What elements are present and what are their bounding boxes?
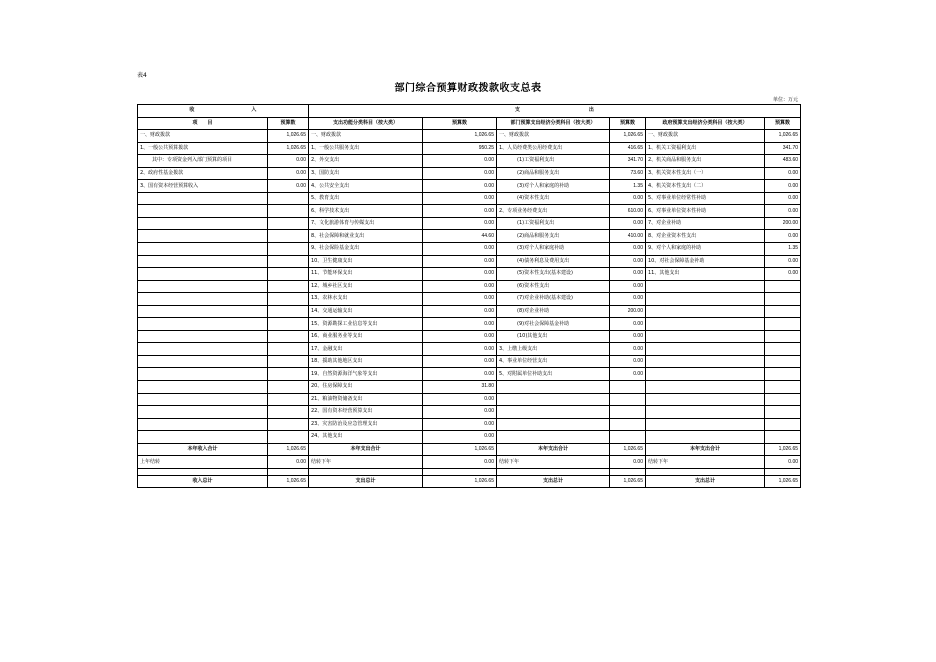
func-item-cell: 13、农林水支出 <box>309 293 423 306</box>
income-item-cell: 1、一般公共预算拨款 <box>138 142 268 155</box>
income-item-cell: 一、财政拨款 <box>138 130 268 143</box>
func-item-cell: 21、粮油物资储备支出 <box>309 393 423 406</box>
income-total-value: 1,026.65 <box>268 475 309 488</box>
dept-item-cell: (5)资本性支出(基本建设) <box>497 268 610 281</box>
table-row <box>138 268 801 281</box>
income-value-cell <box>268 431 309 444</box>
col-budget-1: 预算数 <box>268 117 309 130</box>
func-item-cell: 12、城乡社区支出 <box>309 280 423 293</box>
spacer-cell <box>610 468 646 475</box>
income-item-cell: 2、政府性基金拨款 <box>138 167 268 180</box>
func-item-cell: 1、一般公共服务支出 <box>309 142 423 155</box>
income-item-cell <box>138 305 268 318</box>
income-group-header <box>138 105 309 118</box>
dept-value-cell: 1,026.65 <box>610 130 646 143</box>
gov-item-cell: 3、机关资本性支出（一） <box>646 167 765 180</box>
income-value-cell <box>268 255 309 268</box>
dept-item-cell: (2)商品和服务支出 <box>497 167 610 180</box>
dept-value-cell: 0.00 <box>610 255 646 268</box>
income-item-cell <box>138 192 268 205</box>
table-body <box>138 130 801 444</box>
table-row <box>138 142 801 155</box>
gov-value-cell: 0.00 <box>765 180 801 193</box>
exp-total-label-1: 支出总计 <box>309 475 423 488</box>
gov-item-cell <box>646 318 765 331</box>
page-title: 部门综合预算财政拨款收支总表 <box>394 83 542 94</box>
dept-item-cell: (1)工资福利支出 <box>497 155 610 168</box>
gov-item-cell <box>646 355 765 368</box>
expense-group-a: 支 <box>514 107 521 114</box>
carry-out-label-1: 结转下年 <box>309 456 423 469</box>
table-row <box>138 155 801 168</box>
dept-value-cell: 0.00 <box>610 192 646 205</box>
func-item-cell: 10、卫生健康支出 <box>309 255 423 268</box>
spacer-cell <box>646 468 765 475</box>
expense-group-b: 出 <box>588 107 595 114</box>
table-row <box>138 318 801 331</box>
dept-value-cell: 0.00 <box>610 343 646 356</box>
exp-total-label-2: 支出总计 <box>497 475 610 488</box>
income-item-cell <box>138 293 268 306</box>
gov-value-cell: 1.35 <box>765 243 801 256</box>
carry-in-value: 0.00 <box>268 456 309 469</box>
income-item-cell <box>138 431 268 444</box>
func-value-cell: 0.00 <box>423 355 497 368</box>
year-exp-value-2: 1,026.65 <box>610 443 646 456</box>
year-exp-label-3: 本年支出合计 <box>646 443 765 456</box>
grand-total-row <box>138 475 801 488</box>
dept-value-cell: 0.00 <box>610 243 646 256</box>
table-row <box>138 381 801 394</box>
exp-total-value-2: 1,026.65 <box>610 475 646 488</box>
income-value-cell <box>268 280 309 293</box>
dept-item-cell <box>497 431 610 444</box>
gov-item-cell: 5、对事业单位经常性补助 <box>646 192 765 205</box>
func-value-cell: 0.00 <box>423 330 497 343</box>
table-row <box>138 243 801 256</box>
income-item-cell <box>138 406 268 419</box>
table-row <box>138 180 801 193</box>
table-footer <box>138 443 801 488</box>
income-value-cell: 0.00 <box>268 155 309 168</box>
income-value-cell <box>268 343 309 356</box>
dept-item-cell: (3)对个人和家庭补助 <box>497 243 610 256</box>
carry-row <box>138 456 801 469</box>
income-item-cell <box>138 368 268 381</box>
func-item-cell: 15、资源勘探工业信息等支出 <box>309 318 423 331</box>
income-value-cell <box>268 205 309 218</box>
dept-item-cell: (6)资本性支出 <box>497 280 610 293</box>
gov-value-cell <box>765 318 801 331</box>
gov-item-cell: 2、机关商品和服务支出 <box>646 155 765 168</box>
dept-item-cell: (4)债务利息及费用支出 <box>497 255 610 268</box>
income-value-cell <box>268 393 309 406</box>
gov-value-cell: 0.00 <box>765 230 801 243</box>
func-value-cell: 0.00 <box>423 180 497 193</box>
col-budget-2: 预算数 <box>423 117 497 130</box>
income-value-cell <box>268 305 309 318</box>
gov-item-cell: 11、其他支出 <box>646 268 765 281</box>
spacer-row <box>138 468 801 475</box>
gov-value-cell: 0.00 <box>765 192 801 205</box>
func-item-cell: 4、公共安全支出 <box>309 180 423 193</box>
gov-item-cell <box>646 368 765 381</box>
column-header-row <box>138 117 801 130</box>
table-row <box>138 217 801 230</box>
year-income-value: 1,026.65 <box>268 443 309 456</box>
func-item-cell: 14、交通运输支出 <box>309 305 423 318</box>
gov-value-cell: 1,026.65 <box>765 130 801 143</box>
func-item-cell: 18、援助其他地区支出 <box>309 355 423 368</box>
gov-value-cell <box>765 393 801 406</box>
func-value-cell: 0.00 <box>423 318 497 331</box>
func-value-cell: 0.00 <box>423 280 497 293</box>
carry-out-label-3: 结转下年 <box>646 456 765 469</box>
dept-value-cell: 200.00 <box>610 305 646 318</box>
income-item-cell <box>138 230 268 243</box>
income-value-cell: 0.00 <box>268 180 309 193</box>
income-group-a: 收 <box>189 107 195 114</box>
func-value-cell: 44.60 <box>423 230 497 243</box>
income-item-cell <box>138 280 268 293</box>
carry-out-value-1: 0.00 <box>423 456 497 469</box>
spacer-cell <box>138 468 268 475</box>
dept-item-cell: (3)对个人和家庭的补助 <box>497 180 610 193</box>
table-row <box>138 343 801 356</box>
func-item-cell: 20、住房保障支出 <box>309 381 423 394</box>
table-row <box>138 167 801 180</box>
func-item-cell: 5、教育支出 <box>309 192 423 205</box>
income-value-cell <box>268 330 309 343</box>
budget-table <box>137 104 801 488</box>
gov-value-cell <box>765 330 801 343</box>
table-row <box>138 431 801 444</box>
gov-value-cell <box>765 368 801 381</box>
gov-value-cell <box>765 280 801 293</box>
dept-value-cell <box>610 431 646 444</box>
dept-item-cell: (2)商品和服务支出 <box>497 230 610 243</box>
table-row <box>138 406 801 419</box>
table-row <box>138 330 801 343</box>
income-item-cell <box>138 381 268 394</box>
gov-value-cell: 0.00 <box>765 268 801 281</box>
dept-value-cell: 1.35 <box>610 180 646 193</box>
dept-value-cell: 610.00 <box>610 205 646 218</box>
income-item-cell <box>138 268 268 281</box>
col-dept-econ: 部门预算支出经济分类科目（按大类） <box>497 117 610 130</box>
gov-value-cell <box>765 343 801 356</box>
carry-out-value-3: 0.00 <box>765 456 801 469</box>
income-item-cell <box>138 243 268 256</box>
gov-value-cell: 341.70 <box>765 142 801 155</box>
income-value-cell <box>268 243 309 256</box>
func-item-cell: 17、金融支出 <box>309 343 423 356</box>
dept-value-cell <box>610 381 646 394</box>
exp-total-label-3: 支出总计 <box>646 475 765 488</box>
func-item-cell: 一、财政拨款 <box>309 130 423 143</box>
dept-value-cell: 0.00 <box>610 280 646 293</box>
dept-item-cell: 4、事业单位经营支出 <box>497 355 610 368</box>
func-value-cell: 0.00 <box>423 293 497 306</box>
func-value-cell: 0.00 <box>423 155 497 168</box>
gov-item-cell: 8、对企业资本性支出 <box>646 230 765 243</box>
carry-out-value-2: 0.00 <box>610 456 646 469</box>
gov-value-cell: 0.00 <box>765 255 801 268</box>
gov-value-cell <box>765 381 801 394</box>
col-func-class: 支出功能分类科目（按大类） <box>309 117 423 130</box>
dept-value-cell: 0.00 <box>610 330 646 343</box>
income-value-cell <box>268 192 309 205</box>
gov-item-cell <box>646 293 765 306</box>
func-value-cell: 950.25 <box>423 142 497 155</box>
col-budget-3: 预算数 <box>610 117 646 130</box>
dept-item-cell: 3、上缴上级支出 <box>497 343 610 356</box>
dept-value-cell: 410.00 <box>610 230 646 243</box>
dept-item-cell <box>497 406 610 419</box>
carry-in-label: 上年结转 <box>138 456 268 469</box>
gov-value-cell <box>765 305 801 318</box>
year-total-row <box>138 443 801 456</box>
income-item-cell <box>138 343 268 356</box>
year-exp-label-2: 本年支出合计 <box>497 443 610 456</box>
table-row <box>138 192 801 205</box>
dept-item-cell: (1)工资福利支出 <box>497 217 610 230</box>
table-row <box>138 368 801 381</box>
gov-item-cell <box>646 418 765 431</box>
gov-value-cell: 0.00 <box>765 205 801 218</box>
dept-item-cell <box>497 381 610 394</box>
gov-item-cell: 7、对企业补助 <box>646 217 765 230</box>
col-gov-econ: 政府预算支出经济分类科目（按大类） <box>646 117 765 130</box>
gov-item-cell <box>646 393 765 406</box>
income-value-cell <box>268 381 309 394</box>
year-exp-value-1: 1,026.65 <box>423 443 497 456</box>
exp-total-value-3: 1,026.65 <box>765 475 801 488</box>
dept-value-cell: 0.00 <box>610 355 646 368</box>
dept-item-cell <box>497 393 610 406</box>
dept-item-cell <box>497 418 610 431</box>
func-item-cell: 16、商业服务业等支出 <box>309 330 423 343</box>
func-value-cell: 0.00 <box>423 255 497 268</box>
gov-item-cell: 9、对个人和家庭的补助 <box>646 243 765 256</box>
gov-item-cell <box>646 305 765 318</box>
income-value-cell <box>268 318 309 331</box>
income-total-label: 收入总计 <box>138 475 268 488</box>
income-item-cell <box>138 330 268 343</box>
func-item-cell: 19、自然资源海洋气象等支出 <box>309 368 423 381</box>
table-row <box>138 418 801 431</box>
gov-item-cell: 6、对事业单位资本性补助 <box>646 205 765 218</box>
income-item-cell: 3、国有资本经营预算收入 <box>138 180 268 193</box>
dept-item-cell: 2、专项业务经费支出 <box>497 205 610 218</box>
dept-item-cell: 一、财政拨款 <box>497 130 610 143</box>
func-value-cell: 1,026.65 <box>423 130 497 143</box>
spacer-cell <box>497 468 610 475</box>
func-value-cell: 0.00 <box>423 343 497 356</box>
table-row <box>138 305 801 318</box>
func-item-cell: 3、国防支出 <box>309 167 423 180</box>
spacer-cell <box>765 468 801 475</box>
table-row <box>138 280 801 293</box>
income-value-cell <box>268 268 309 281</box>
income-value-cell <box>268 418 309 431</box>
dept-value-cell: 73.60 <box>610 167 646 180</box>
spacer-cell <box>268 468 309 475</box>
func-value-cell: 31.80 <box>423 381 497 394</box>
gov-value-cell: 0.00 <box>765 167 801 180</box>
func-value-cell: 0.00 <box>423 431 497 444</box>
income-value-cell: 1,026.65 <box>268 142 309 155</box>
table-row <box>138 355 801 368</box>
income-item-cell <box>138 255 268 268</box>
income-value-cell <box>268 406 309 419</box>
func-value-cell: 0.00 <box>423 192 497 205</box>
income-item-cell <box>138 205 268 218</box>
table-row <box>138 393 801 406</box>
gov-item-cell: 一、财政拨款 <box>646 130 765 143</box>
dept-item-cell: 5、对附属单位补助支出 <box>497 368 610 381</box>
dept-value-cell: 0.00 <box>610 368 646 381</box>
func-value-cell: 0.00 <box>423 368 497 381</box>
func-value-cell: 0.00 <box>423 393 497 406</box>
dept-value-cell <box>610 418 646 431</box>
func-item-cell: 9、社会保险基金支出 <box>309 243 423 256</box>
unit-label: 单位：万元 <box>772 97 798 103</box>
income-item-cell <box>138 318 268 331</box>
gov-item-cell <box>646 343 765 356</box>
func-value-cell: 0.00 <box>423 205 497 218</box>
table-row <box>138 130 801 143</box>
dept-item-cell: (4)资本性支出 <box>497 192 610 205</box>
income-value-cell <box>268 293 309 306</box>
income-value-cell: 1,026.65 <box>268 130 309 143</box>
income-item-cell <box>138 418 268 431</box>
gov-value-cell <box>765 431 801 444</box>
func-value-cell: 0.00 <box>423 268 497 281</box>
income-item-cell <box>138 393 268 406</box>
exp-total-value-1: 1,026.65 <box>423 475 497 488</box>
func-item-cell: 24、其他支出 <box>309 431 423 444</box>
dept-item-cell: (8)对企业补助 <box>497 305 610 318</box>
year-exp-label-1: 本年支出合计 <box>309 443 423 456</box>
func-value-cell: 0.00 <box>423 418 497 431</box>
income-value-cell: 0.00 <box>268 167 309 180</box>
dept-item-cell: (10)其他支出 <box>497 330 610 343</box>
gov-value-cell <box>765 406 801 419</box>
func-item-cell: 7、文化旅游体育与传媒支出 <box>309 217 423 230</box>
gov-item-cell <box>646 330 765 343</box>
func-value-cell: 0.00 <box>423 167 497 180</box>
income-item-cell: 其中：专项资金列入部门预算的项目 <box>138 155 268 168</box>
func-item-cell: 8、社会保障和就业支出 <box>309 230 423 243</box>
gov-value-cell <box>765 293 801 306</box>
dept-item-cell: (9)对社会保障基金补助 <box>497 318 610 331</box>
func-item-cell: 23、灾害防治及应急管理支出 <box>309 418 423 431</box>
income-value-cell <box>268 230 309 243</box>
table-row <box>138 255 801 268</box>
table-number: 表4 <box>137 72 147 79</box>
gov-value-cell: 200.00 <box>765 217 801 230</box>
dept-value-cell: 0.00 <box>610 293 646 306</box>
dept-value-cell: 0.00 <box>610 318 646 331</box>
income-group-b: 入 <box>251 107 257 114</box>
year-income-label: 本年收入合计 <box>138 443 268 456</box>
gov-value-cell <box>765 418 801 431</box>
income-value-cell <box>268 368 309 381</box>
func-value-cell: 0.00 <box>423 217 497 230</box>
gov-value-cell <box>765 355 801 368</box>
income-item-cell <box>138 217 268 230</box>
income-item-cell <box>138 355 268 368</box>
spacer-cell <box>423 468 497 475</box>
spacer-cell <box>309 468 423 475</box>
income-value-cell <box>268 217 309 230</box>
gov-item-cell <box>646 381 765 394</box>
func-item-cell: 11、节能环保支出 <box>309 268 423 281</box>
gov-item-cell <box>646 406 765 419</box>
gov-item-cell <box>646 280 765 293</box>
expense-group-header <box>309 105 801 118</box>
carry-out-label-2: 结转下年 <box>497 456 610 469</box>
dept-value-cell <box>610 393 646 406</box>
dept-value-cell <box>610 406 646 419</box>
func-value-cell: 0.00 <box>423 243 497 256</box>
func-item-cell: 22、国有资本经营预算支出 <box>309 406 423 419</box>
year-exp-value-3: 1,026.65 <box>765 443 801 456</box>
income-value-cell <box>268 355 309 368</box>
gov-item-cell <box>646 431 765 444</box>
gov-item-cell: 10、对社会保障基金补助 <box>646 255 765 268</box>
func-value-cell: 0.00 <box>423 406 497 419</box>
func-value-cell: 0.00 <box>423 305 497 318</box>
gov-item-cell: 1、机关工资福利支出 <box>646 142 765 155</box>
col-item: 项 目 <box>138 117 268 130</box>
group-header-row <box>138 105 801 118</box>
dept-value-cell: 0.00 <box>610 268 646 281</box>
col-budget-4: 预算数 <box>765 117 801 130</box>
func-item-cell: 2、外交支出 <box>309 155 423 168</box>
table-row <box>138 205 801 218</box>
gov-value-cell: 483.60 <box>765 155 801 168</box>
func-item-cell: 6、科学技术支出 <box>309 205 423 218</box>
gov-item-cell: 4、机关资本性支出（二） <box>646 180 765 193</box>
dept-item-cell: 1、人员经费类公用经费支出 <box>497 142 610 155</box>
table-row <box>138 230 801 243</box>
table-row <box>138 293 801 306</box>
dept-item-cell: (7)对企业补助(基本建设) <box>497 293 610 306</box>
dept-value-cell: 0.00 <box>610 217 646 230</box>
dept-value-cell: 416.65 <box>610 142 646 155</box>
dept-value-cell: 341.70 <box>610 155 646 168</box>
